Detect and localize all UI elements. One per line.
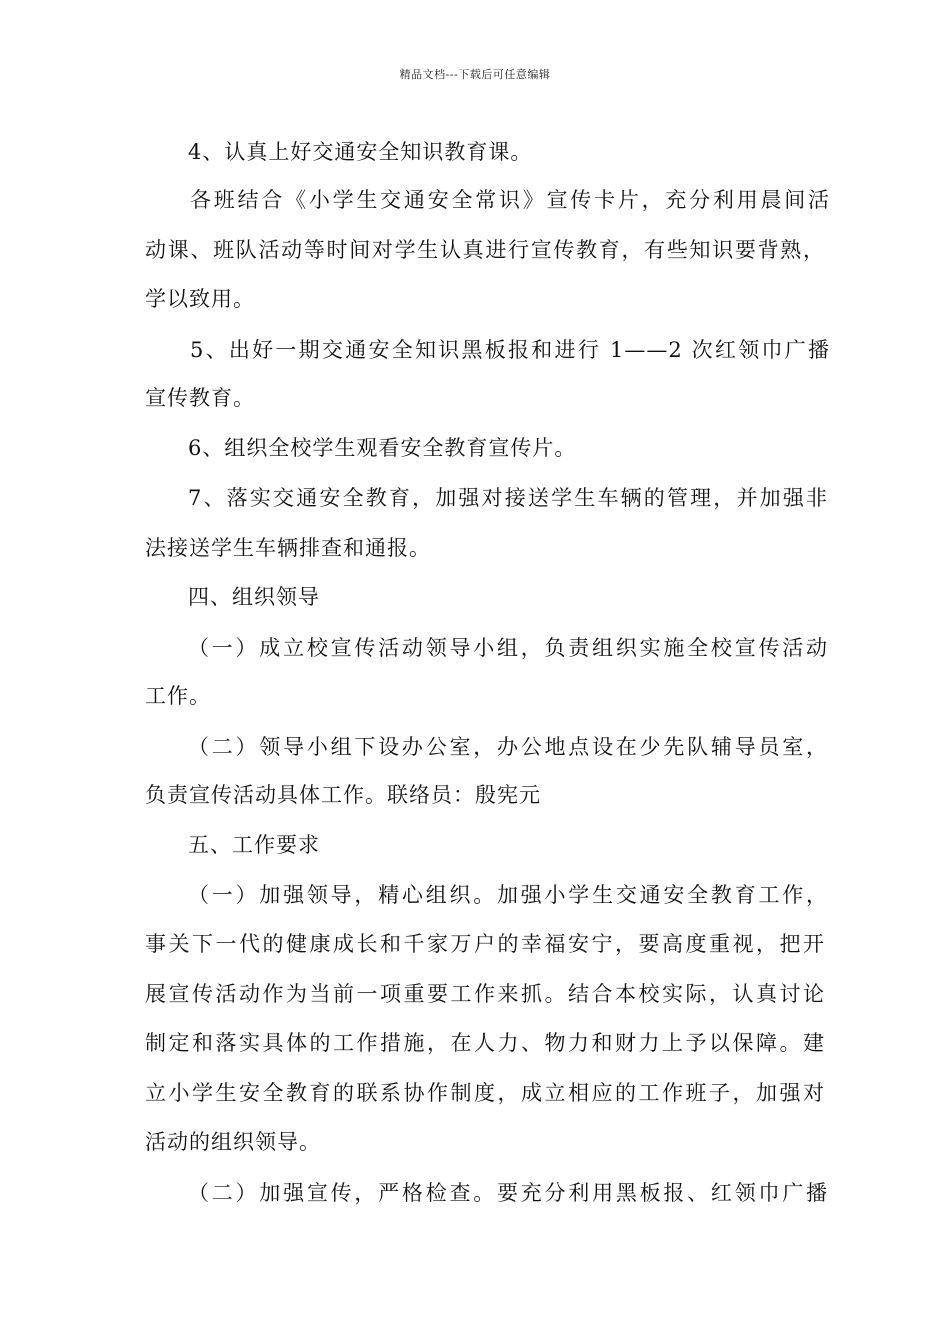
paragraph-line: 学以致用。 <box>145 287 255 311</box>
paragraph-line: 事关下一代的健康成长和千家万户的幸福安宁，要高度重视，把开 <box>145 932 825 956</box>
paragraph-line: 动课、班队活动等时间对学生认真进行宣传教育，有些知识要背熟， <box>145 238 825 262</box>
paragraph-line: 各班结合《小学生交通安全常识》宣传卡片，充分利用晨间活 <box>190 188 830 212</box>
section-heading: 四、组织领导 <box>188 585 320 609</box>
paragraph-line: 4、认真上好交通安全知识教育课。 <box>188 140 533 164</box>
paragraph-line: 立小学生安全教育的联系协作制度，成立相应的工作班子，加强对 <box>145 1081 825 1105</box>
section-heading: 五、工作要求 <box>188 833 320 857</box>
paragraph-line: 负责宣传活动具体工作。联络员：殷宪元 <box>145 783 541 807</box>
page-header: 精品文档---下载后可任意编辑 <box>399 68 551 81</box>
paragraph-line: （一）成立校宣传活动领导小组，负责组织实施全校宣传活动 <box>188 636 828 660</box>
paragraph-line: 7、落实交通安全教育，加强对接送学生车辆的管理，并加强非 <box>188 486 828 510</box>
paragraph-line: （二）加强宣传，严格检查。要充分利用黑板报、红领巾广播 <box>188 1181 828 1205</box>
paragraph-line: 活动的组织领导。 <box>145 1130 321 1154</box>
paragraph-line: （一）加强领导，精心组织。加强小学生交通安全教育工作， <box>188 883 828 907</box>
paragraph-line: 宣传教育。 <box>145 386 255 410</box>
paragraph-line: 展宣传活动作为当前一项重要工作来抓。结合本校实际，认真讨论 <box>145 982 825 1006</box>
paragraph-line: 制定和落实具体的工作措施，在人力、物力和财力上予以保障。建 <box>145 1031 825 1055</box>
paragraph-line: 5、出好一期交通安全知识黑板报和进行 1——2 次红领巾广播 <box>190 338 830 362</box>
paragraph-line: （二）领导小组下设办公室，办公地点设在少先队辅导员室， <box>188 735 828 759</box>
paragraph-line: 6、组织全校学生观看安全教育宣传片。 <box>188 436 577 460</box>
paragraph-line: 法接送学生车辆排查和通报。 <box>145 536 431 560</box>
paragraph-line: 工作。 <box>145 684 211 708</box>
